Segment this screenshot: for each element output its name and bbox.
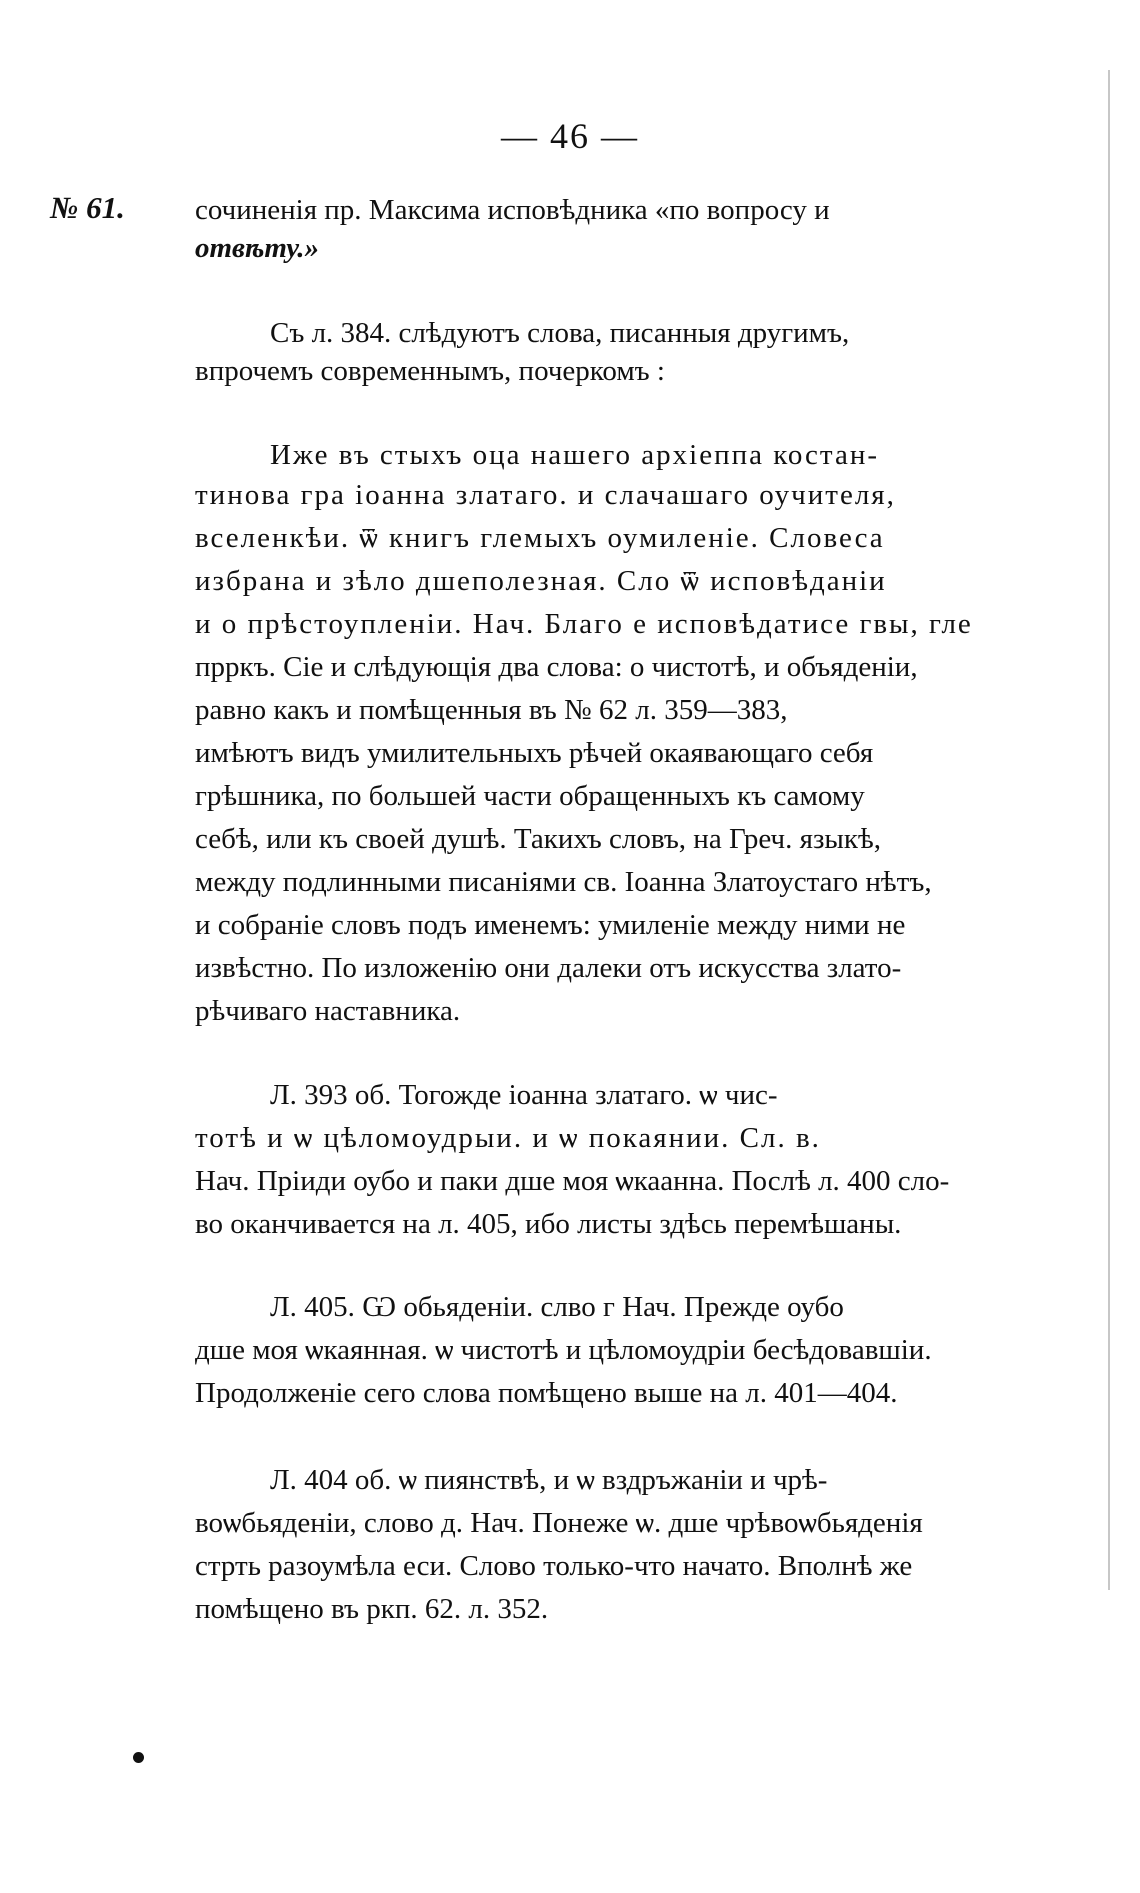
slavonic-line: Иже въ стыхъ оца нашего архіеппа костан- xyxy=(270,439,880,471)
text-line: стрть разоумѣла еси. Слово только-что начато. Вполнѣ же xyxy=(195,1550,913,1582)
text-line: Л. 393 об. Тогожде іоанна златаго. ѡ чис- xyxy=(270,1079,778,1111)
text-line: Л. 405. Ѡ обьяденіи. слво г Нач. Прежде оубо xyxy=(270,1291,844,1323)
text-line: Съ л. 384. слѣдуютъ слова, писанныя другимъ, xyxy=(270,317,850,349)
text-line: впрочемъ современнымъ, почеркомъ : xyxy=(195,355,665,387)
text-line: воѡбьяденіи, слово д. Нач. Понеже ѡ. дше чрѣвоѡбьяденія xyxy=(195,1507,923,1539)
text-line: помѣщено въ ркп. 62. л. 352. xyxy=(195,1593,549,1625)
text-line: тотѣ и ѡ цѣломоудрыи. и ѡ покаянии. Сл. в. xyxy=(195,1122,821,1154)
text-line: Л. 404 об. ѡ пиянствѣ, и ѡ вздръжаніи и чрѣ- xyxy=(270,1464,828,1496)
text-line: дше моя ѡкаянная. ѡ чистотѣ и цѣломоудріи бесѣдовавшіи. xyxy=(195,1334,932,1366)
text-line: имѣютъ видъ умилительныхъ рѣчей окаявающаго себя xyxy=(195,737,874,769)
text-line: во оканчивается на л. 405, ибо листы здѣсь перемѣшаны. xyxy=(195,1208,902,1240)
slavonic-line: избрана и зѣло дшеполезная. Сло ѿ исповѣданіи xyxy=(195,565,887,597)
entry-number: № 61. xyxy=(50,190,125,225)
text-line: между подлинными писаніями св. Іоанна Златоустаго нѣтъ, xyxy=(195,866,932,898)
text-line: извѣстно. По изложенію они далеки отъ искусства злато- xyxy=(195,952,902,984)
text-line: грѣшника, по большей части обращенныхъ къ самому xyxy=(195,780,865,812)
page-number: — 46 — xyxy=(501,116,639,156)
slavonic-line: тинова гра іоанна златаго. и слачашаго оучителя, xyxy=(195,479,896,511)
text-line: Продолженіе сего слова помѣщено выше на л. 401—404. xyxy=(195,1377,898,1409)
text-line: рѣчиваго наставника. xyxy=(195,995,461,1027)
text-line: прркъ. Сіе и слѣдующія два слова: о чистотѣ, и объяденіи, xyxy=(195,651,918,683)
slavonic-line: вселенкѣи. ѿ книгъ глемыхъ оумиленіе. Словеса xyxy=(195,522,885,554)
slavonic-line: и о прѣстоупленіи. Нач. Благо е исповѣдатисе гвы, гле xyxy=(195,608,973,640)
page-edge-rule xyxy=(1108,70,1110,1590)
text-line: Нач. Пріиди оубо и паки дше моя ѡкаанна. Послѣ л. 400 сло- xyxy=(195,1165,950,1197)
text-line: и собраніе словъ подъ именемъ: умиленіе между ними не xyxy=(195,909,906,941)
ink-dot xyxy=(133,1752,144,1763)
text-line: равно какъ и помѣщенныя въ № 62 л. 359—383, xyxy=(195,694,788,726)
text-line: себѣ, или къ своей душѣ. Такихъ словъ, на Греч. языкѣ, xyxy=(195,823,881,855)
text-line: отвѣту.» xyxy=(195,232,319,264)
text-line: сочиненія пр. Максима исповѣдника «по вопросу и xyxy=(195,194,830,226)
